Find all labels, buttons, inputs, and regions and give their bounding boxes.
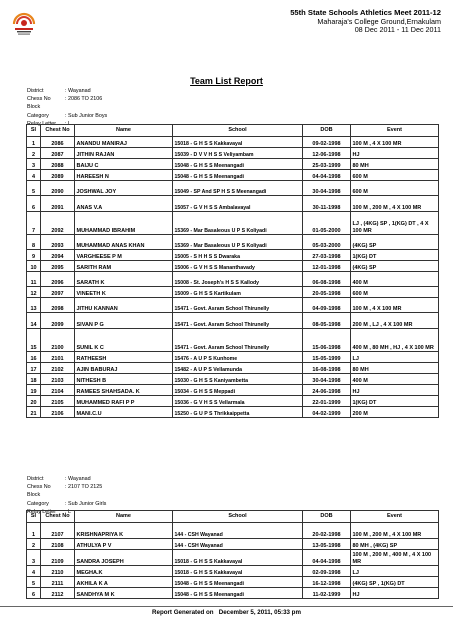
cell-name: MEGHA.K [75, 566, 173, 577]
cell-dob: 05-03-2000 [303, 235, 351, 250]
cell-sl: 8 [27, 235, 41, 250]
cell-name: SARITH RAM [75, 261, 173, 272]
table-row [27, 396, 439, 407]
cell-dob: 04-04-1998 [303, 170, 351, 181]
table-row [27, 212, 439, 235]
cell-school: 15471 - Govt. Asram School Thirunelly [173, 313, 303, 329]
cell-school: 15009 - G H S S Kartikulam [173, 287, 303, 298]
cell-sl: 15 [27, 329, 41, 352]
cell-school: 15048 - G H S S Meenangadi [173, 577, 303, 588]
cell-sl: 3 [27, 550, 41, 566]
cell-school: 15482 - A U P S Vellamunda [173, 363, 303, 374]
cell-school: 144 - CSH Wayanad [173, 539, 303, 550]
team1-table [26, 124, 439, 418]
cell-dob: 15-06-1998 [303, 329, 351, 352]
meta-label: Relay Letter [27, 508, 57, 515]
cell-school: 15006 - G V H S S Mananthavady [173, 261, 303, 272]
cell-sl: 2 [27, 148, 41, 159]
cell-event: 100 M , 200 M , 4 X 100 MR [351, 196, 439, 212]
meet-title: 55th State Schools Athletics Meet 2011-12 [290, 8, 441, 17]
table-row [27, 181, 439, 196]
cell-event: HJ [351, 385, 439, 396]
cell-name: JITHU KANNAN [75, 298, 173, 313]
cell-event: LJ , (4KG) SP , 1(KG) DT , 4 X 100 MR [351, 212, 439, 235]
cell-dob: 15-05-1999 [303, 352, 351, 363]
table-row [27, 287, 439, 298]
col-header-event: Event [351, 125, 439, 137]
cell-name: AJIN BABURAJ [75, 363, 173, 374]
cell-chest: 2107 [41, 523, 75, 539]
cell-sl: 4 [27, 170, 41, 181]
cell-name: ANAS V.A [75, 196, 173, 212]
meta-value: : Sub Junior Girls [65, 500, 107, 507]
cell-dob: 12-01-1998 [303, 261, 351, 272]
cell-name: JOSHWAL JOY [75, 181, 173, 196]
meta-label: Category [27, 112, 49, 119]
cell-chest: 2110 [41, 566, 75, 577]
cell-dob: 12-06-1998 [303, 148, 351, 159]
cell-dob: 09-02-1998 [303, 137, 351, 148]
cell-event: 1(KG) DT [351, 250, 439, 261]
cell-name: MUHAMMAD IBRAHIM [75, 212, 173, 235]
cell-school: 15049 - SP And SP H S S Meenangadi [173, 181, 303, 196]
team1-meta [27, 87, 107, 128]
cell-dob: 04-09-1998 [303, 298, 351, 313]
cell-school: 144 - CSH Wayanad [173, 523, 303, 539]
cell-sl: 14 [27, 313, 41, 329]
table-row [27, 374, 439, 385]
cell-sl: 6 [27, 196, 41, 212]
cell-chest: 2090 [41, 181, 75, 196]
cell-event: 1(KG) DT [351, 396, 439, 407]
team2-table [26, 510, 439, 599]
table-row [27, 298, 439, 313]
cell-event: 80 MH [351, 159, 439, 170]
cell-event: (4KG) SP , 1(KG) DT [351, 577, 439, 588]
cell-school: 15030 - G H S S Kaniyambetta [173, 374, 303, 385]
cell-sl: 9 [27, 250, 41, 261]
cell-dob: 16-08-1998 [303, 363, 351, 374]
cell-chest: 2104 [41, 385, 75, 396]
cell-chest: 2094 [41, 250, 75, 261]
col-header-name: Name [75, 511, 173, 523]
cell-name: MUHAMMED RAFI P P [75, 396, 173, 407]
cell-dob: 30-04-1998 [303, 181, 351, 196]
cell-chest: 2098 [41, 298, 75, 313]
col-header-sl: Sl [27, 125, 41, 137]
cell-chest: 2099 [41, 313, 75, 329]
cell-name: VINEETH K [75, 287, 173, 298]
table-row [27, 159, 439, 170]
meet-dates: 08 Dec 2011 - 11 Dec 2011 [354, 25, 441, 35]
cell-name: HAREESH N [75, 170, 173, 181]
meta-label: Category [27, 500, 49, 507]
cell-event: 400 M , 80 MH , HJ , 4 X 100 MR [351, 329, 439, 352]
cell-chest: 2093 [41, 235, 75, 250]
footer-date: December 5, 2011, 05:33 pm [218, 609, 301, 616]
cell-name: SANDHYA M K [75, 588, 173, 599]
cell-event: (4KG) SP [351, 261, 439, 272]
table-row [27, 363, 439, 374]
cell-school: 15471 - Govt. Asram School Thirunelly [173, 298, 303, 313]
cell-school: 15048 - G H S S Meenangadi [173, 159, 303, 170]
cell-chest: 2109 [41, 550, 75, 566]
meta-label: Relay Letter [27, 120, 57, 127]
report-footer [0, 609, 453, 616]
table-row [27, 407, 439, 418]
cell-dob: 20-02-1998 [303, 523, 351, 539]
meta-label: District [27, 476, 44, 482]
cell-dob: 20-05-1998 [303, 287, 351, 298]
cell-chest: 2102 [41, 363, 75, 374]
meta-label: District [27, 88, 44, 94]
cell-dob: 30-04-1998 [303, 374, 351, 385]
col-header-school: School [173, 125, 303, 137]
cell-school: 15369 - Mar Basaleous U P S Koliyadi [173, 212, 303, 235]
cell-sl: 4 [27, 566, 41, 577]
cell-school: 15039 - D V V H S S Veliyambam [173, 148, 303, 159]
cell-name: BAIJU C [75, 159, 173, 170]
cell-event: 600 M [351, 287, 439, 298]
cell-sl: 19 [27, 385, 41, 396]
col-header-school: School [173, 511, 303, 523]
cell-event: 100 M , 200 M , 4 X 100 MR [351, 523, 439, 539]
cell-chest: 2089 [41, 170, 75, 181]
cell-name: MUHAMMAD ANAS KHAN [75, 235, 173, 250]
cell-chest: 2086 [41, 137, 75, 148]
col-header-dob: DOB [303, 125, 351, 137]
cell-dob: 22-01-1999 [303, 396, 351, 407]
cell-dob: 02-09-1998 [303, 566, 351, 577]
cell-dob: 24-06-1998 [303, 385, 351, 396]
cell-event: 80 MH , (4KG) SP [351, 539, 439, 550]
meet-venue: Maharaja's College Ground,Ernakulam [317, 16, 441, 26]
cell-name: JITHIN RAJAN [75, 148, 173, 159]
cell-name: MANI.C.U [75, 407, 173, 418]
cell-chest: 2088 [41, 159, 75, 170]
cell-name: ANANDU MANIRAJ [75, 137, 173, 148]
table-row [27, 588, 439, 599]
cell-event: 100 M , 4 X 100 MR [351, 137, 439, 148]
cell-school: 15008 - St. Joseph's H S S Kallody [173, 272, 303, 287]
meet-header [290, 9, 441, 35]
cell-chest: 2101 [41, 352, 75, 363]
cell-event: 200 M , LJ , 4 X 100 MR [351, 313, 439, 329]
cell-event: 80 MH [351, 363, 439, 374]
cell-school: 15018 - G H S S Kakkavayal [173, 550, 303, 566]
cell-event: 100 M , 4 X 100 MR [351, 298, 439, 313]
cell-name: SUNIL K C [75, 329, 173, 352]
cell-event: 600 M [351, 170, 439, 181]
meta-value: : L [65, 508, 71, 515]
table-row [27, 577, 439, 588]
meta-label: Chess No Block [27, 484, 51, 499]
meta-value: : 2107 TO 2125 [65, 484, 103, 491]
cell-dob: 13-05-1998 [303, 539, 351, 550]
cell-sl: 3 [27, 159, 41, 170]
cell-chest: 2087 [41, 148, 75, 159]
cell-chest: 2096 [41, 272, 75, 287]
cell-sl: 20 [27, 396, 41, 407]
cell-sl: 13 [27, 298, 41, 313]
cell-school: 15057 - G V H S S Ambalavayal [173, 196, 303, 212]
cell-name: SANDRA JOSEPH [75, 550, 173, 566]
col-header-name: Name [75, 125, 173, 137]
meta-value: : 2086 TO 2106 [65, 96, 103, 103]
cell-event: 400 M [351, 272, 439, 287]
cell-sl: 10 [27, 261, 41, 272]
cell-chest: 2100 [41, 329, 75, 352]
cell-chest: 2105 [41, 396, 75, 407]
cell-school: 15018 - G H S S Kakkavayal [173, 137, 303, 148]
table-header-row [27, 511, 439, 523]
cell-sl: 18 [27, 374, 41, 385]
cell-school: 15018 - G H S S Kakkavayal [173, 566, 303, 577]
cell-name: RAMEES SHAHSADA. K [75, 385, 173, 396]
cell-event: HJ [351, 588, 439, 599]
meta-value: : Sub Junior Boys [65, 112, 108, 119]
footer-label: Report Generated on [152, 609, 214, 616]
meta-value: : Wayanad [65, 88, 91, 94]
cell-dob: 01-05-2000 [303, 212, 351, 235]
table-row [27, 385, 439, 396]
cell-dob: 04-02-1999 [303, 407, 351, 418]
cell-dob: 08-05-1998 [303, 313, 351, 329]
cell-school: 15048 - G H S S Meenangadi [173, 588, 303, 599]
table-header-row [27, 125, 439, 137]
cell-school: 15005 - S H H S S Dwaraka [173, 250, 303, 261]
cell-dob: 16-12-1998 [303, 577, 351, 588]
cell-name: SIVAN P G [75, 313, 173, 329]
cell-sl: 16 [27, 352, 41, 363]
col-header-chest: Chest No [41, 511, 75, 523]
cell-event: LJ [351, 566, 439, 577]
cell-school: 15048 - G H S S Meenangadi [173, 170, 303, 181]
cell-school: 15471 - Govt. Asram School Thirunelly [173, 329, 303, 352]
cell-sl: 2 [27, 539, 41, 550]
cell-name: SARATH K [75, 272, 173, 287]
cell-sl: 7 [27, 212, 41, 235]
table-row [27, 566, 439, 577]
table-row [27, 170, 439, 181]
meta-label: Chess No Block [27, 96, 51, 111]
cell-event: HJ [351, 148, 439, 159]
table-row [27, 261, 439, 272]
cell-dob: 11-02-1999 [303, 588, 351, 599]
cell-sl: 5 [27, 181, 41, 196]
cell-sl: 21 [27, 407, 41, 418]
table-row [27, 272, 439, 287]
cell-dob: 04-04-1998 [303, 550, 351, 566]
col-header-dob: DOB [303, 511, 351, 523]
cell-chest: 2097 [41, 287, 75, 298]
cell-sl: 5 [27, 577, 41, 588]
table-row [27, 235, 439, 250]
table-row [27, 313, 439, 329]
table-row [27, 250, 439, 261]
cell-name: AKHILA K A [75, 577, 173, 588]
cell-chest: 2106 [41, 407, 75, 418]
cell-chest: 2112 [41, 588, 75, 599]
cell-dob: 25-03-1999 [303, 159, 351, 170]
cell-sl: 12 [27, 287, 41, 298]
meet-logo-icon [12, 8, 36, 38]
cell-sl: 1 [27, 137, 41, 148]
cell-sl: 1 [27, 523, 41, 539]
report-title: Team List Report [190, 76, 263, 86]
cell-school: 15250 - G U P S Thrikkaippetta [173, 407, 303, 418]
cell-chest: 2092 [41, 212, 75, 235]
cell-event: LJ [351, 352, 439, 363]
meta-value: : L [65, 120, 71, 127]
cell-event: 200 M [351, 407, 439, 418]
col-header-chest: Chest No [41, 125, 75, 137]
table-row [27, 196, 439, 212]
cell-event: 600 M [351, 181, 439, 196]
table-row [27, 352, 439, 363]
cell-chest: 2103 [41, 374, 75, 385]
cell-sl: 17 [27, 363, 41, 374]
cell-event: 400 M [351, 374, 439, 385]
cell-name: ATHULYA P V [75, 539, 173, 550]
table-row [27, 137, 439, 148]
col-header-event: Event [351, 511, 439, 523]
cell-dob: 06-08-1998 [303, 272, 351, 287]
table-row [27, 523, 439, 539]
cell-sl: 6 [27, 588, 41, 599]
meta-value: : Wayanad [65, 476, 91, 482]
cell-chest: 2095 [41, 261, 75, 272]
table-row [27, 539, 439, 550]
cell-dob: 30-11-1998 [303, 196, 351, 212]
cell-event: (4KG) SP [351, 235, 439, 250]
cell-chest: 2091 [41, 196, 75, 212]
cell-chest: 2111 [41, 577, 75, 588]
col-header-sl: Sl [27, 511, 41, 523]
cell-name: KRISHNAPRIYA K [75, 523, 173, 539]
cell-sl: 11 [27, 272, 41, 287]
cell-name: NITHESH B [75, 374, 173, 385]
cell-school: 15476 - A U P S Kunhome [173, 352, 303, 363]
cell-event: 100 M , 200 M , 400 M , 4 X 100 MR [351, 550, 439, 566]
table-row [27, 329, 439, 352]
footer-divider [0, 606, 453, 607]
cell-school: 15036 - G V H S S Vellarmala [173, 396, 303, 407]
cell-name: VARGHEESE P M [75, 250, 173, 261]
cell-chest: 2108 [41, 539, 75, 550]
cell-name: RATHEESH [75, 352, 173, 363]
table-row [27, 148, 439, 159]
table-row [27, 550, 439, 566]
cell-school: 15034 - G H S S Meppadi [173, 385, 303, 396]
cell-school: 15369 - Mar Basaleous U P S Koliyadi [173, 235, 303, 250]
cell-dob: 27-03-1998 [303, 250, 351, 261]
